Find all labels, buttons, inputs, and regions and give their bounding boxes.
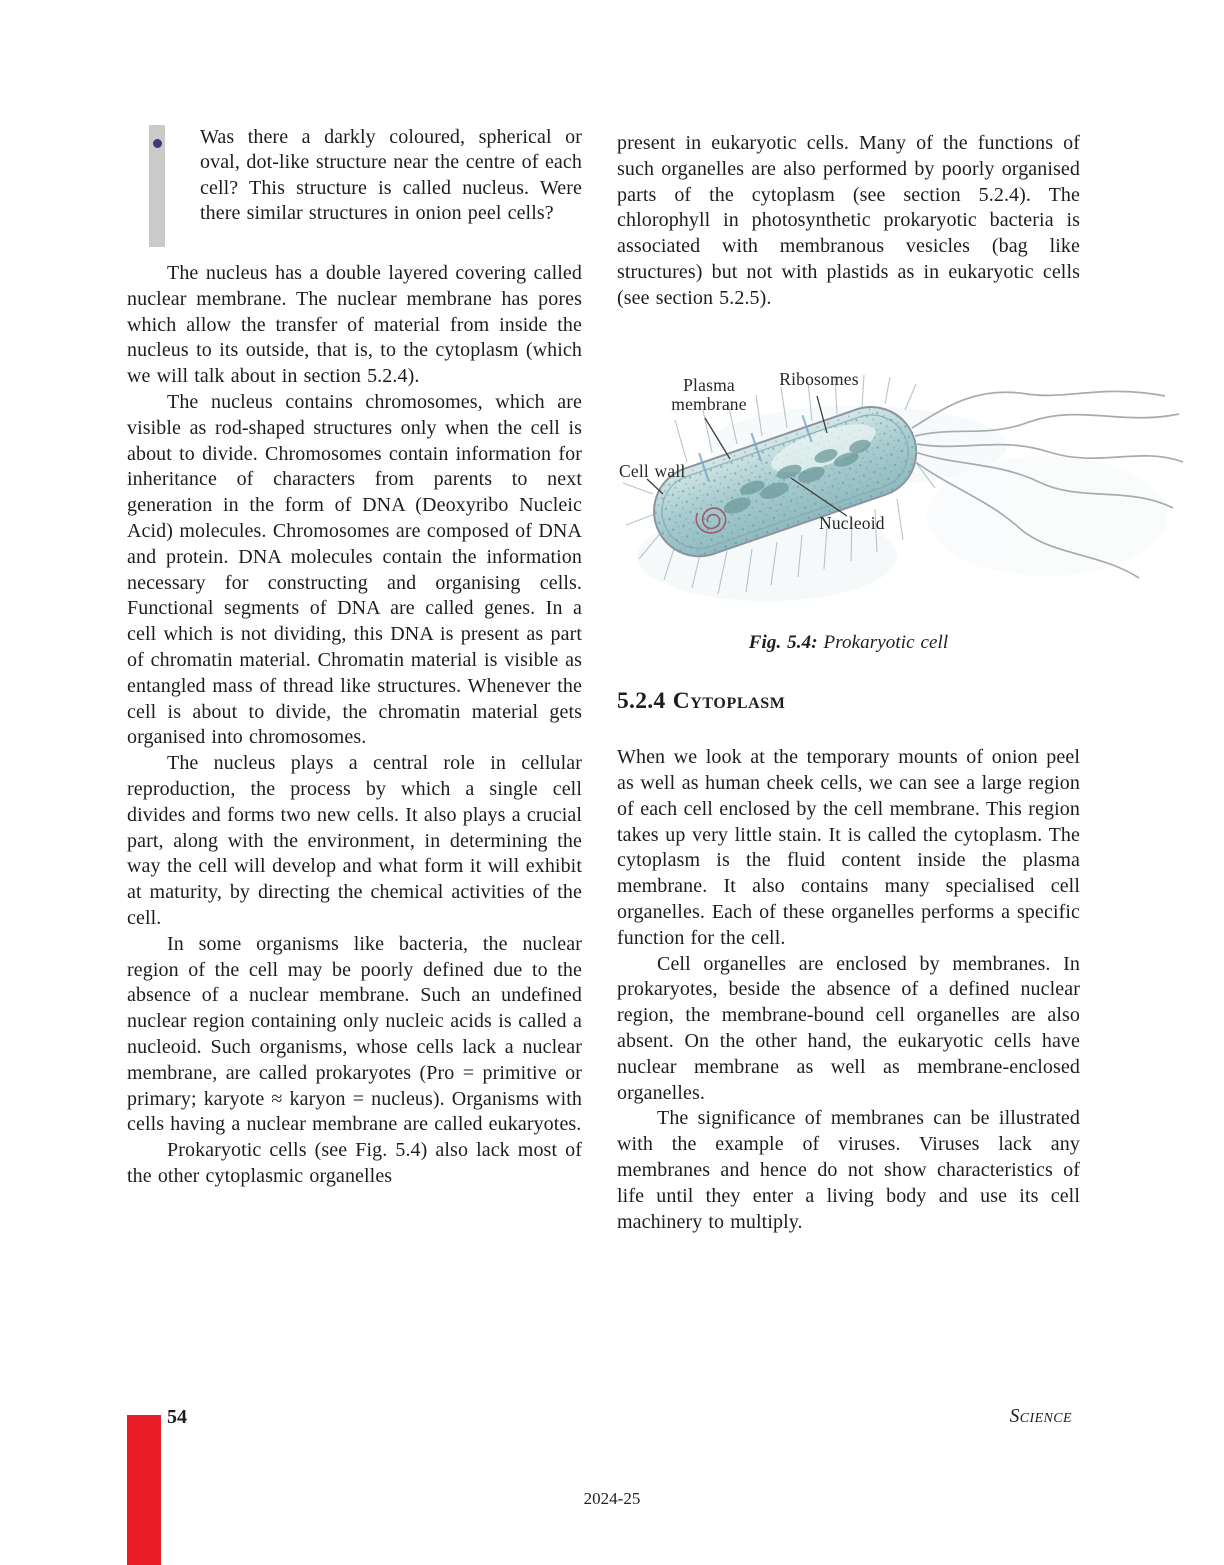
label-cell-wall: Cell wall (619, 460, 686, 481)
question-text: Was there a darkly coloured, spherical or oval, dot-like structure near the centre of each cell? This structure is called nucleus. Were there similar structures in onion peel cells? (200, 126, 582, 225)
page-number: 54 (167, 1406, 187, 1428)
figure-caption (617, 630, 1080, 656)
paragraph: Prokaryotic cells (see Fig. 5.4) also lack most of the other cytoplasmic organelles (127, 1139, 582, 1187)
book-title-footer: Science (1009, 1406, 1072, 1427)
paragraph: The nucleus plays a central role in cellular reproduction, the process by which a single cell divides and forms two new cells. It also plays a crucial part, along with the environment, in determining the way the cell will develop and what form it will exhibit at maturity, by directing the chemical activities of the cell. (127, 752, 582, 929)
label-plasma-membrane: Plasma membrane (671, 374, 747, 414)
figure-prokaryotic-cell (617, 366, 1190, 624)
bullet-icon (153, 139, 162, 148)
paragraph: Cell organelles are enclosed by membranes. In prokaryotes, beside the absence of a defined nuclear region, the membrane-bound cell organelles are also absent. On the other hand, the eukaryotic cells have nuclear membrane as well as membrane-enclosed organelles. (617, 952, 1080, 1104)
paragraph: The nucleus has a double layered covering called nuclear membrane. The nuclear membrane has pores which allow the transfer of material from inside the nucleus to its outside, that is, to the cytoplasm (which we will talk about in section 5.2.4). (127, 262, 582, 388)
callout-bar (149, 125, 165, 247)
label-nucleoid: Nucleoid (819, 512, 885, 533)
edition-watermark: 2024-25 (583, 1489, 641, 1508)
section-number: 5.2.4 (617, 688, 666, 715)
paragraph: The nucleus contains chromosomes, which are visible as rod-shaped structures only when the cell is about to divide. Chromosomes contain information for inheritance of characters from parents to next generation in the form of DNA (Deoxyribo Nucleic Acid) molecules. Chromosomes are composed of DNA and protein. DNA molecules contain the information necessary for constructing and organising cells. Functional segments of DNA are called genes. In a cell which is not dividing, this DNA is present as part of chromatin material. Chromatin material is visible as entangled mass of thread like structures. Whenever the cell is about to divide, the chromatin material gets organised into chromosomes. (127, 390, 582, 749)
paragraph: In some organisms like bacteria, the nuclear region of the cell may be poorly defined due to the absence of a nuclear membrane. Such an undefined nuclear region containing only nucleic acids is called a nucleoid. Such organisms, whose cells lack a nuclear membrane, are called prokaryotes (Pro = primitive or primary; karyote ≈ karyon = nucleus). Organisms with cells having a nuclear membrane are called eukaryotes. (127, 932, 582, 1136)
right-column (617, 131, 1080, 1235)
paragraph: The significance of membranes can be illustrated with the example of viruses. Viruses lack any membranes and hence do not show characteristics of life until they enter a living body and use its cell machinery to multiply. (617, 1107, 1080, 1233)
question-callout (127, 125, 582, 247)
section-title: Cytoplasm (672, 688, 786, 715)
figure-caption-text: Prokaryotic cell (823, 631, 949, 653)
section-heading (617, 689, 1080, 715)
paragraph: When we look at the temporary mounts of onion peel as well as human cheek cells, we can see a large region of each cell enclosed by the cell membrane. This region takes up very little stain. It is called the cytoplasm. The cytoplasm is the fluid content inside the plasma membrane. It also contains many specialised cell organelles. Each of these organelles performs a specific function for the cell. (617, 746, 1080, 949)
paragraph: present in eukaryotic cells. Many of the functions of such organelles are also performed by poorly organised parts of the cytoplasm (see section 5.2.4). The chlorophyll in photosynthetic prokaryotic bacteria is associated with membranous vesicles (bag like structures) but not with plastids as in eukaryotic cells (see section 5.2.5). (617, 132, 1080, 309)
left-column (127, 125, 582, 1190)
figure-number: Fig. 5.4: (748, 631, 818, 653)
label-ribosomes: Ribosomes (779, 368, 859, 389)
